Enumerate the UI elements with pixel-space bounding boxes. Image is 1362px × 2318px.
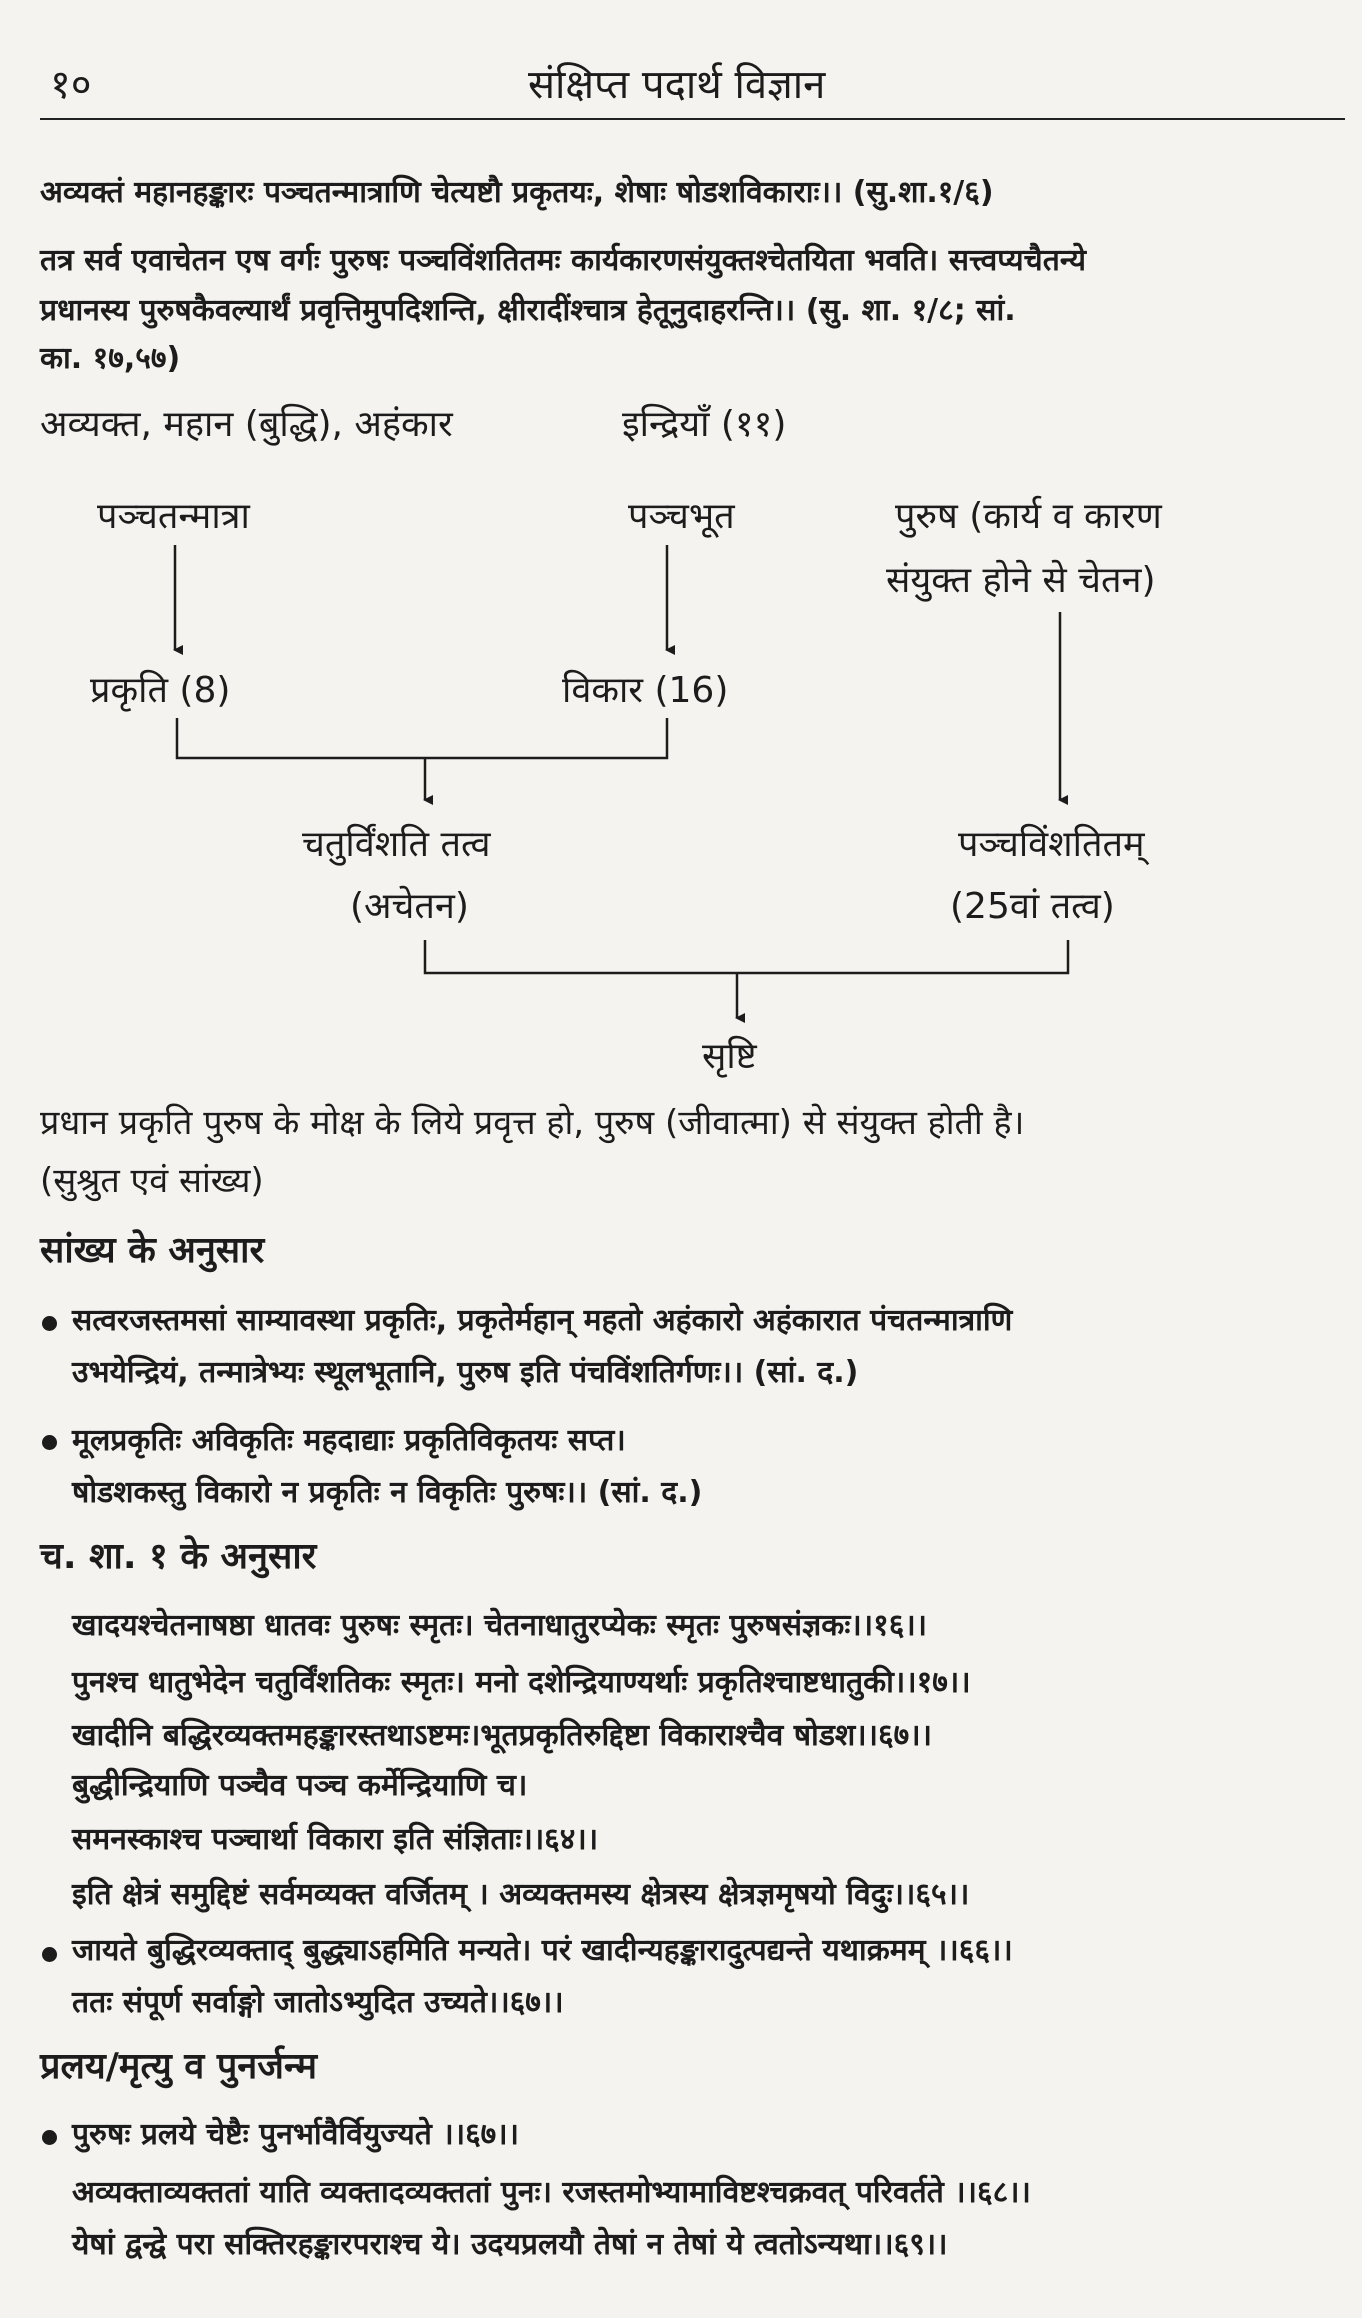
pralaya-line-3: येषां द्वन्द्वे परा सक्तिरहङ्कारपराश्च ये। उदयप्रलयौ तेषां न तेषां ये त्वतोऽन्यथा।।६९।। — [72, 2227, 948, 2262]
bullet-icon — [42, 2130, 57, 2145]
pralaya-line-2: अव्यक्ताव्यक्ततां याति व्यक्तादव्यक्ततां पुनः। रजस्तमोभ्यामाविष्टश्चक्रवत् परिवर्तते ।।६८।। — [72, 2175, 1031, 2210]
charak-line-2: पुनश्च धातुभेदेन चतुर्विंशतिकः स्मृतः। मनो दशेन्द्रियाण्यर्थाः प्रकृतिश्चाष्टधातुकी।।१७।। — [72, 1665, 971, 1700]
charak-line-5: समनस्काश्च पञ्चार्था विकारा इति संज्ञिताः।।६४।। — [72, 1822, 599, 1857]
para-line-2: (सुश्रुत एवं सांख्य) — [40, 1161, 264, 1201]
diagram-panchavimshatitam: पञ्चविंशतितम् — [958, 824, 1145, 865]
diagram-25th-tattva: (25वां तत्व) — [950, 886, 1115, 927]
intro-line-2: तत्र सर्व एवाचेतन एष वर्गः पुरुषः पञ्चविंशतितमः कार्यकारणसंयुक्तश्चेतयिता भवति। सत्त्वप्यचैतन्ये — [40, 243, 1087, 278]
intro-line-4: का. १७,५७) — [40, 341, 181, 376]
bullet-icon — [42, 1316, 57, 1331]
bullet-icon — [42, 1435, 57, 1450]
sankhya-b2-line-1: मूलप्रकृतिः अविकृतिः महदाद्याः प्रकृतिविकृतयः सप्त। — [72, 1423, 626, 1458]
bracket-prakriti-vikara — [177, 718, 667, 758]
charak-line-7: जायते बुद्धिरव्यक्ताद् बुद्ध्याऽहमिति मन्यते। परं खादीन्यहङ्कारादुत्पद्यन्ते यथाक्रमम् ।।६६।। — [72, 1933, 1013, 1968]
intro-line-3: प्रधानस्य पुरुषकैवल्यार्थं प्रवृत्तिमुपदिशन्ति, क्षीरादींश्चात्र हेतूनुदाहरन्ति।। (सु. शा. १/८; सां. — [40, 293, 1016, 328]
charak-line-8: ततः संपूर्ण सर्वाङ्गो जातोऽभ्युदित उच्यते।।६७।। — [72, 1985, 564, 2020]
page-title: संक्षिप्त पदार्थ विज्ञान — [528, 62, 826, 108]
page-number: १० — [50, 62, 92, 108]
pralaya-heading: प्रलय/मृत्यु व पुनर्जन्म — [40, 2046, 317, 2087]
sankhya-b1-line-2: उभयेन्द्रियं, तन्मात्रेभ्यः स्थूलभूतानि, पुरुष इति पंचविंशतिर्गणः।। (सां. द.) — [72, 1355, 859, 1390]
charak-line-4: बुद्धीन्द्रियाणि पञ्चैव पञ्च कर्मेन्द्रियाणि च। — [72, 1768, 528, 1803]
para-line-1: प्रधान प्रकृति पुरुष के मोक्ष के लिये प्रवृत्त हो, पुरुष (जीवात्मा) से संयुक्त होती है। — [40, 1103, 1025, 1143]
sankhya-b1-line-1: सत्वरजस्तमसां साम्यावस्था प्रकृतिः, प्रकृतेर्महान् महतो अहंकारो अहंकारात पंचतन्मात्राणि — [72, 1303, 1013, 1338]
charak-heading: च. शा. १ के अनुसार — [40, 1536, 317, 1577]
diagram-vikara: विकार (16) — [562, 670, 729, 711]
sankhya-b2-line-2: षोडशकस्तु विकारो न प्रकृतिः न विकृतिः पुरुषः।। (सां. द.) — [72, 1475, 703, 1510]
diagram-top-line: अव्यक्त, महान (बुद्धि), अहंकार — [40, 404, 453, 445]
bracket-24-25 — [425, 940, 1068, 973]
diagram-purusha-line-2: संयुक्त होने से चेतन) — [886, 560, 1156, 601]
charak-line-6: इति क्षेत्रं समुद्दिष्टं सर्वमव्यक्त वर्जितम् । अव्यक्तमस्य क्षेत्रस्य क्षेत्रज्ञमृषयो विदुः।।६५।। — [72, 1877, 970, 1912]
bullet-icon — [42, 1947, 57, 1962]
diagram-srishti: सृष्टि — [702, 1036, 757, 1077]
diagram-tanmatra: पञ्चतन्मात्रा — [97, 496, 250, 537]
pralaya-line-1: पुरुषः प्रलये चेष्टैः पुनर्भावैर्वियुज्यते ।।६७।। — [72, 2117, 520, 2152]
diagram-achetan: (अचेतन) — [350, 886, 469, 927]
diagram-prakriti: प्रकृति (8) — [90, 670, 231, 711]
charak-line-3: खादीनि बद्धिरव्यक्तमहङ्कारस्तथाऽष्टमः।भूतप्रकृतिरुद्दिष्टा विकाराश्चैव षोडश।।६७।। — [72, 1718, 932, 1753]
diagram-purusha-line-1: पुरुष (कार्य व कारण — [895, 496, 1162, 537]
intro-line-1: अव्यक्तं महानहङ्कारः पञ्चतन्मात्राणि चेत्यष्टौ प्रकृतयः, शेषाः षोडशविकाराः।। (सु.शा.१/६) — [40, 175, 994, 210]
diagram-bhuta: पञ्चभूत — [628, 496, 735, 537]
diagram-chaturvimshati: चतुर्विंशति तत्व — [302, 824, 491, 865]
charak-line-1: खादयश्चेतनाषष्ठा धातवः पुरुषः स्मृतः। चेतनाधातुरप्येकः स्मृतः पुरुषसंज्ञकः।।१६।। — [72, 1608, 928, 1643]
sankhya-heading: सांख्य के अनुसार — [40, 1230, 265, 1271]
diagram-indriya: इन्द्रियाँ (११) — [622, 404, 787, 445]
